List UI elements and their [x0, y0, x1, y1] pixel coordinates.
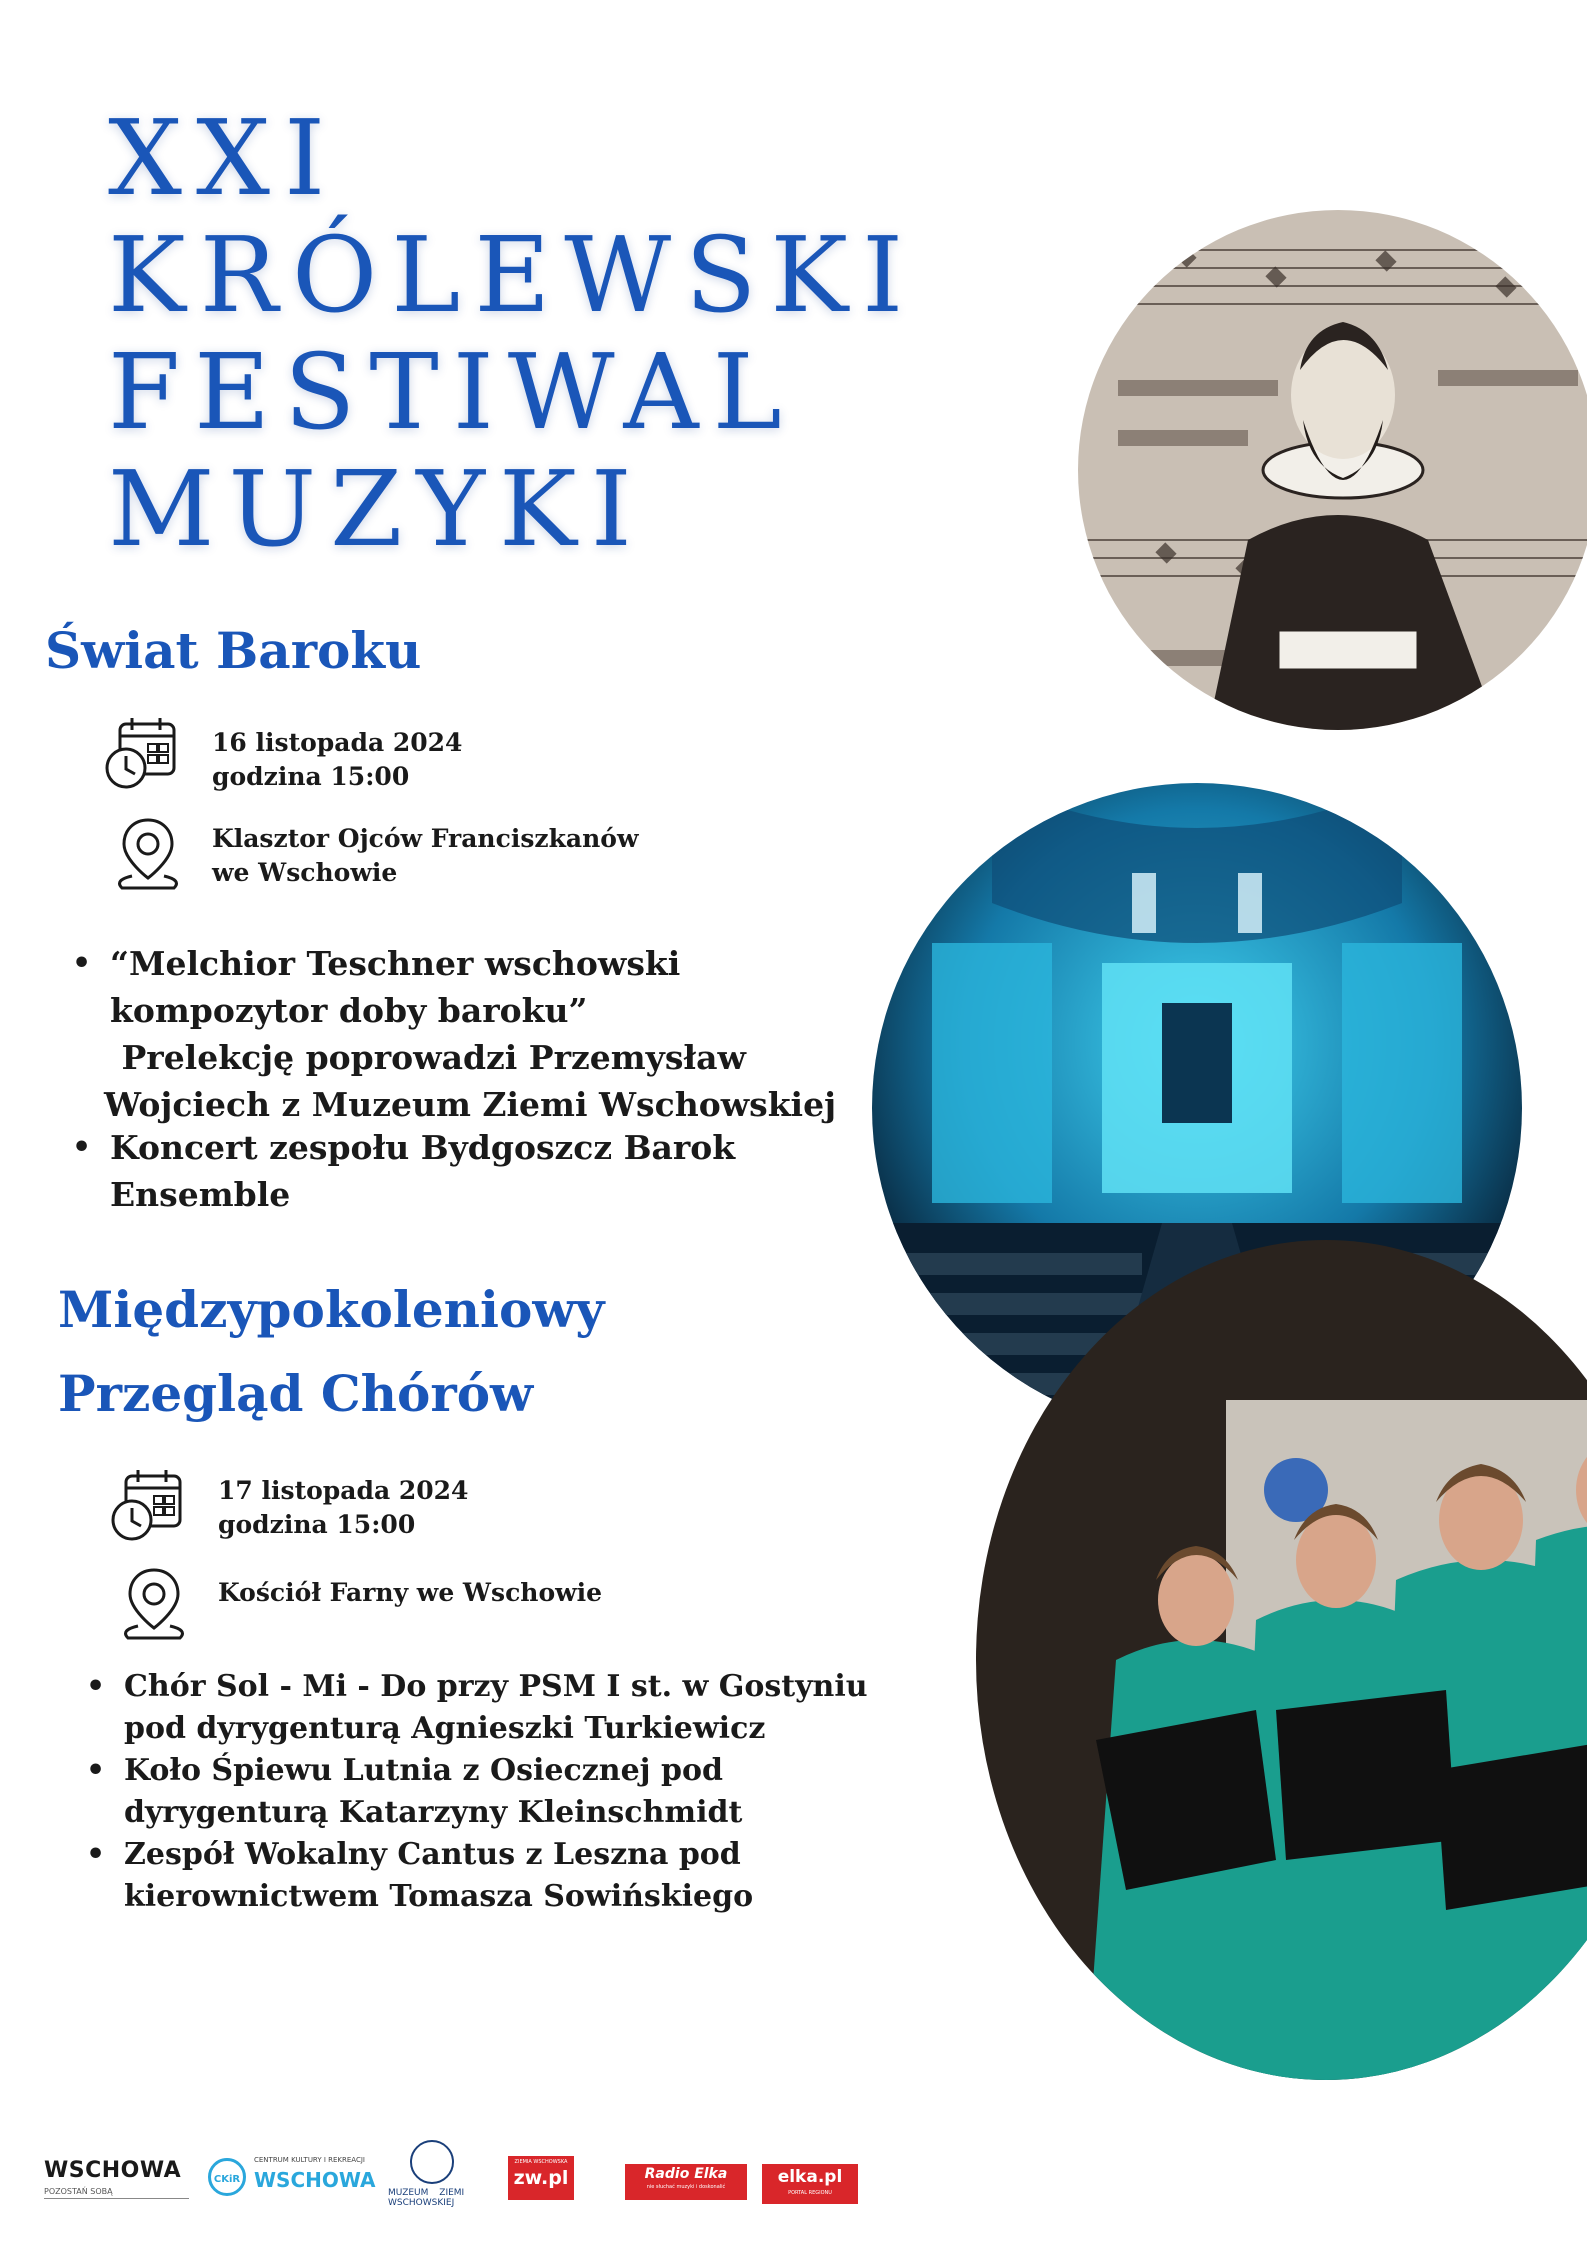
title-line-2: KRÓLEWSKI: [108, 214, 918, 336]
wschowa-logo-text: WSCHOWA: [44, 2158, 182, 2183]
calendar-clock-icon: [104, 716, 180, 792]
ckir-small-text: CENTRUM KULTURY I REKREACJI: [254, 2156, 365, 2164]
list-item: [72, 940, 836, 1128]
list-item-line: • Chór Sol - Mi - Do przy PSM I st. w Gostyniu: [124, 1669, 868, 1704]
list-item-line: Prelekcję poprowadzi Przemysław: [110, 1038, 746, 1077]
elka-pl-tagline: PORTAL REGIONU: [788, 2190, 832, 2196]
location-pin-icon: [116, 1566, 192, 1642]
list-item: [86, 1750, 868, 1834]
section-2-place: [218, 1576, 602, 1610]
section-2-heading-line-2: Przegląd Chórów: [58, 1364, 534, 1423]
muzeum-line-3: WSCHOWSKIEJ: [388, 2198, 455, 2208]
wschowa-logo-tagline: POZOSTAŃ SOBĄ: [44, 2187, 189, 2199]
section-2-heading-line-1: Międzypokoleniowy: [58, 1280, 605, 1339]
section-1-heading-text: Świat Baroku: [45, 621, 422, 680]
list-item: [86, 1666, 868, 1750]
zw-pl-logo: [508, 2156, 574, 2200]
section-1-datetime: [212, 726, 462, 794]
section-1-time: godzina 15:00: [212, 762, 410, 791]
section-2-date: 17 listopada 2024: [218, 1476, 469, 1505]
list-item: [86, 1834, 868, 1918]
zw-small-text: ZIEMIA WSCHOWSKA: [514, 2159, 568, 2165]
radio-elka-logo: [625, 2164, 747, 2200]
section-2-time: godzina 15:00: [218, 1510, 416, 1539]
muzeum-emblem-icon: [410, 2140, 454, 2184]
list-item-line: • Koncert zespołu Bydgoszcz Barok: [110, 1128, 736, 1167]
list-item-line: kompozytor doby baroku”: [110, 991, 588, 1030]
location-pin-icon: [110, 816, 186, 892]
list-item-line: dyrygenturą Katarzyny Kleinschmidt: [124, 1795, 743, 1830]
section-2-place-line-1: Kościół Farny we Wschowie: [218, 1578, 603, 1607]
section-1-program-list: [72, 940, 836, 1218]
zw-text: zw.pl: [513, 2167, 569, 2189]
section-1-date: 16 listopada 2024: [212, 728, 463, 757]
section-1-place: [212, 822, 638, 890]
elka-pl-logo: [762, 2164, 858, 2204]
section-2-datetime: [218, 1474, 468, 1542]
title-line-3: FESTIWAL: [108, 331, 796, 453]
sponsor-logos-footer: [0, 2120, 900, 2230]
section-przeglad-chorow-heading: [58, 1274, 604, 1430]
list-item: [72, 1124, 836, 1218]
muzeum-line-2: ZIEMI: [439, 2188, 465, 2198]
list-item-line: Wojciech z Muzeum Ziemi Wschowskiej: [104, 1085, 837, 1124]
list-item-line: • Koło Śpiewu Lutnia z Osiecznej pod: [124, 1753, 723, 1788]
teschner-portrait-circle: [1078, 210, 1587, 730]
section-swiat-baroku-heading: [45, 615, 421, 687]
calendar-clock-icon: [110, 1468, 186, 1544]
muzeum-logo: [388, 2140, 488, 2220]
ckir-name: WSCHOWA: [254, 2168, 376, 2192]
muzeum-line-1: MUZEUM: [388, 2188, 429, 2198]
section-1-place-line-2: we Wschowie: [212, 858, 398, 887]
section-1-place-line-1: Klasztor Ojców Franciszkanów: [212, 824, 639, 853]
festival-title: [108, 97, 918, 570]
wschowa-logo: [44, 2158, 194, 2199]
title-line-4: MUZYKI: [108, 448, 646, 570]
radio-elka-tagline: nie słuchać muzyki i doskonalić: [646, 2184, 726, 2190]
list-item-line: • Zespół Wokalny Cantus z Leszna pod: [124, 1837, 741, 1872]
section-2-program-list: [86, 1666, 868, 1918]
list-item-line: • “Melchior Teschner wschowski: [110, 944, 681, 983]
radio-elka-text: Radio Elka: [644, 2166, 728, 2182]
list-item-line: pod dyrygenturą Agnieszki Turkiewicz: [124, 1711, 766, 1746]
ckir-badge: CKiR: [208, 2158, 246, 2196]
ckir-logo: [208, 2154, 378, 2204]
teschner-portrait-image: [1078, 210, 1587, 730]
title-line-1: XXI: [108, 97, 340, 219]
elka-pl-text: elka.pl: [777, 2167, 843, 2187]
list-item-line: Ensemble: [110, 1175, 291, 1214]
list-item-line: kierownictwem Tomasza Sowińskiego: [124, 1879, 754, 1914]
